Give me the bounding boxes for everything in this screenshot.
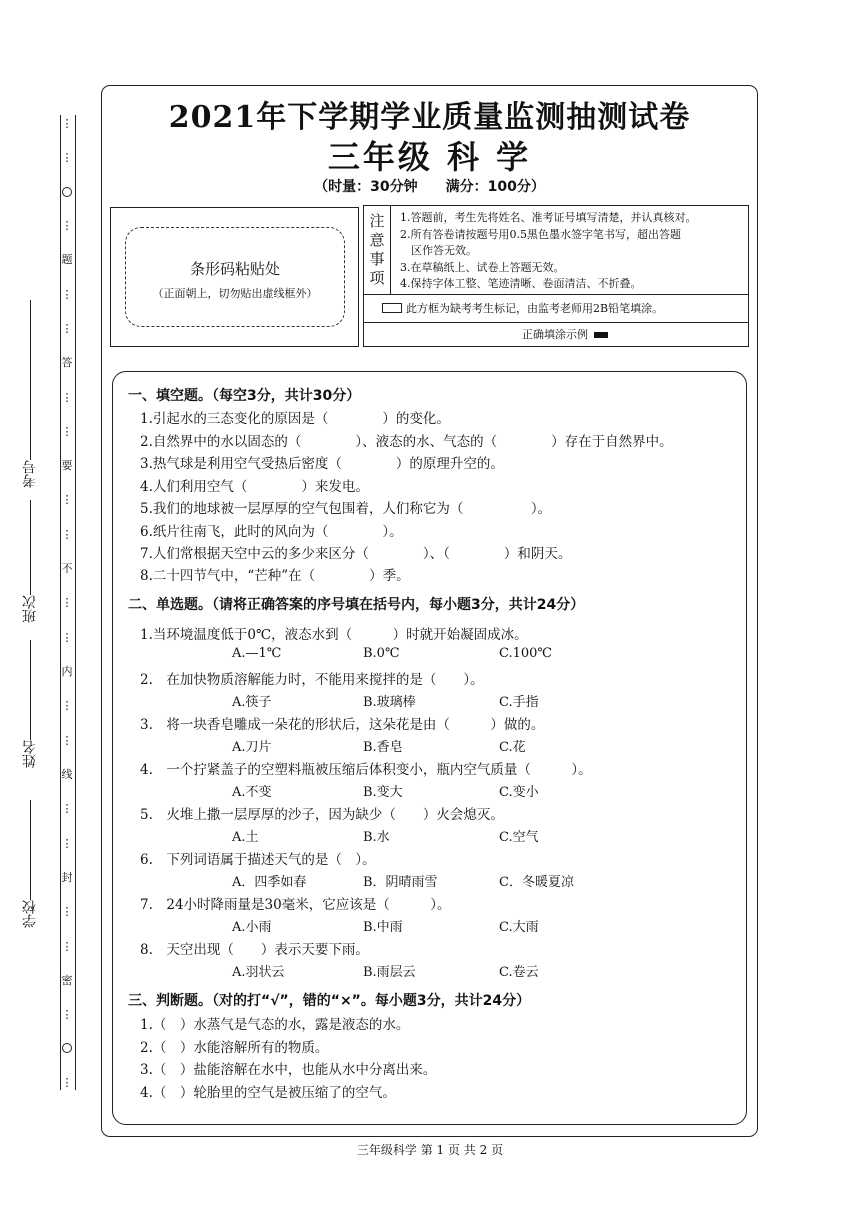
question: 2.（ ）水能溶解所有的物质。 xyxy=(140,1040,329,1056)
question: 5. 火堆上撒一层厚厚的沙子，因为缺少（ ）火会熄灭。 xyxy=(140,807,504,823)
barcode-title: 条形码粘贴处 xyxy=(189,260,280,278)
field-label: 班次 xyxy=(22,595,38,623)
notice-item: 2.所有答卷请按题号用0.5黑色墨水签字笔书写，超出答题 xyxy=(400,227,681,241)
option-a: A．四季如春 xyxy=(232,875,307,890)
option-c: C.变小 xyxy=(499,785,539,800)
seal-char: 密 xyxy=(61,973,73,987)
exam-subtitle: 三年级 科 学 xyxy=(327,138,532,176)
option-a: A.土 xyxy=(232,830,259,845)
option-b: B.变大 xyxy=(363,785,403,800)
fill-example-row xyxy=(364,322,748,347)
absent-mark-row xyxy=(364,294,748,322)
option-c: C．冬暖夏凉 xyxy=(499,875,574,890)
field-line xyxy=(30,800,31,900)
seal-dots-icon: ⋮ xyxy=(61,630,73,644)
seal-dots-icon: ⋮ xyxy=(61,117,73,130)
section-title: 三、判断题。（对的打“√”，错的“×”。每小题3分，共计24分） xyxy=(128,993,531,1009)
seal-char: 要 xyxy=(61,459,73,473)
section-title: 二、单选题。（请将正确答案的序号填在括号内，每小题3分，共计24分） xyxy=(128,597,585,613)
notice-heading: 注 意 事 项 xyxy=(364,206,391,294)
seal-dots-icon: ⋮ xyxy=(61,596,73,610)
option-c: C.100℃ xyxy=(499,646,552,661)
seal-dots-icon: ⋮ xyxy=(61,836,73,850)
barcode-note: （正面朝上，切勿贴出虚线框外） xyxy=(152,287,318,300)
option-c: C.卷云 xyxy=(499,965,539,980)
notice-list xyxy=(400,210,745,293)
notice-item: 4.保持字体工整、笔迹清晰、卷面清洁、不折叠。 xyxy=(400,277,642,290)
question: 2.自然界中的水以固态的（ ）、液态的水、气态的（ ）存在于自然界中。 xyxy=(140,434,673,450)
field-school xyxy=(20,800,40,928)
seal-column xyxy=(60,118,74,1088)
seal-dots-icon: ⋮ xyxy=(61,424,73,438)
question: 2. 在加快物质溶解能力时，不能用来搅拌的是（ ）。 xyxy=(140,672,484,688)
notice-item: 区作答无效。 xyxy=(411,244,477,257)
field-exam-number xyxy=(20,300,40,488)
option-c: C.手指 xyxy=(499,695,539,710)
page-footer: 三年级科学 第 1 页 共 2 页 xyxy=(356,1143,504,1157)
seal-char: 答 xyxy=(61,356,73,370)
seal-circle-icon xyxy=(62,187,72,197)
notice-item: 1.答题前，考生先将姓名、准考证号填写清楚，并认真核对。 xyxy=(400,211,697,224)
field-class xyxy=(20,500,40,623)
field-line xyxy=(30,300,31,460)
field-line xyxy=(30,500,31,595)
fill-example-label: 正确填涂示例 xyxy=(522,328,588,341)
seal-dots-icon: ⋮ xyxy=(61,287,73,301)
seal-char: 封 xyxy=(61,870,73,884)
option-b: B.0℃ xyxy=(363,646,400,661)
seal-dots-icon: ⋮ xyxy=(61,733,73,747)
seal-dots-icon: ⋮ xyxy=(61,939,73,953)
option-a: A.—1℃ xyxy=(232,646,282,661)
seal-dots-icon: ⋮ xyxy=(61,390,73,404)
seal-char: 线 xyxy=(61,767,73,781)
field-line xyxy=(30,640,31,740)
field-name xyxy=(20,640,40,768)
seal-dots-icon: ⋮ xyxy=(61,527,73,541)
field-label: 学校 xyxy=(22,900,38,928)
question: 5.我们的地球被一层厚厚的空气包围着，人们称它为（ ）。 xyxy=(140,501,552,517)
seal-dots-icon: ⋮ xyxy=(61,493,73,507)
notice-box xyxy=(363,205,749,347)
seal-dots-icon: ⋮ xyxy=(61,1075,73,1089)
question: 1.引起水的三态变化的原因是（ ）的变化。 xyxy=(140,411,450,427)
question: 8.二十四节气中，“芒种”在（ ）季。 xyxy=(140,568,410,584)
option-a: A.小雨 xyxy=(232,920,272,935)
absent-checkbox[interactable] xyxy=(382,303,402,313)
seal-char: 题 xyxy=(61,253,73,267)
question: 7. 24小时降雨量是30毫米，它应该是（ ）。 xyxy=(140,897,451,913)
barcode-paste-box xyxy=(125,227,345,327)
option-c: C.大雨 xyxy=(499,920,539,935)
filled-mark-icon xyxy=(594,332,608,338)
time-info: （时量：30分钟 满分：100分） xyxy=(314,179,545,195)
question: 6. 下列词语属于描述天气的是（ ）。 xyxy=(140,852,376,868)
option-a: A.刀片 xyxy=(232,740,272,755)
question: 8. 天空出现（ ）表示天要下雨。 xyxy=(140,942,369,958)
seal-char: 内 xyxy=(61,665,73,678)
option-b: B.中雨 xyxy=(363,920,403,935)
question: 6.纸片往南飞，此时的风向为（ ）。 xyxy=(140,524,403,540)
option-b: B．阴晴雨雪 xyxy=(363,875,438,890)
seal-dots-icon: ⋮ xyxy=(61,905,73,919)
exam-title: 2021年下学期学业质量监测抽测试卷 xyxy=(168,100,691,135)
question: 3.热气球是利用空气受热后密度（ ）的原理升空的。 xyxy=(140,456,504,472)
seal-dots-icon: ⋮ xyxy=(61,1008,73,1022)
question: 1.当环境温度低于0℃，液态水到（ ）时就开始凝固成冰。 xyxy=(140,627,528,643)
absent-note: 此方框为缺考考生标记，由监考老师用2B铅笔填涂。 xyxy=(406,302,664,315)
question: 4.（ ）轮胎里的空气是被压缩了的空气。 xyxy=(140,1085,396,1101)
seal-dots-icon: ⋮ xyxy=(61,151,73,165)
seal-dots-icon: ⋮ xyxy=(61,802,73,816)
question: 3.（ ）盐能溶解在水中，也能从水中分离出来。 xyxy=(140,1062,437,1078)
option-a: A.筷子 xyxy=(232,695,272,710)
option-a: A.不变 xyxy=(232,785,272,800)
option-b: B.水 xyxy=(363,830,390,845)
seal-dots-icon: ⋮ xyxy=(61,218,73,232)
option-b: B.玻璃棒 xyxy=(363,695,416,710)
notice-item: 3.在草稿纸上、试卷上答题无效。 xyxy=(400,260,565,274)
option-a: A.羽状云 xyxy=(232,965,285,980)
option-b: B.香皂 xyxy=(363,740,403,755)
field-label: 考号 xyxy=(22,460,38,488)
option-c: C.空气 xyxy=(499,830,539,845)
question: 1.（ ）水蒸气是气态的水，露是液态的水。 xyxy=(140,1017,410,1033)
seal-char: 不 xyxy=(61,562,73,576)
option-c: C.花 xyxy=(499,740,526,755)
question: 3. 将一块香皂雕成一朵花的形状后，这朵花是由（ ）做的。 xyxy=(140,717,545,733)
question: 4. 一个拧紧盖子的空塑料瓶被压缩后体积变小，瓶内空气质量（ ）。 xyxy=(140,762,592,778)
seal-circle-icon xyxy=(62,1043,72,1053)
question: 7.人们常根据天空中云的多少来区分（ ）、（ ）和阴天。 xyxy=(140,546,572,562)
option-b: B.雨层云 xyxy=(363,965,416,980)
question: 4.人们利用空气（ ）来发电。 xyxy=(140,479,369,495)
seal-dots-icon: ⋮ xyxy=(61,321,73,335)
field-label: 姓名 xyxy=(22,740,38,768)
section-title: 一、填空题。（每空3分，共计30分） xyxy=(128,388,361,404)
seal-dots-icon: ⋮ xyxy=(61,699,73,713)
